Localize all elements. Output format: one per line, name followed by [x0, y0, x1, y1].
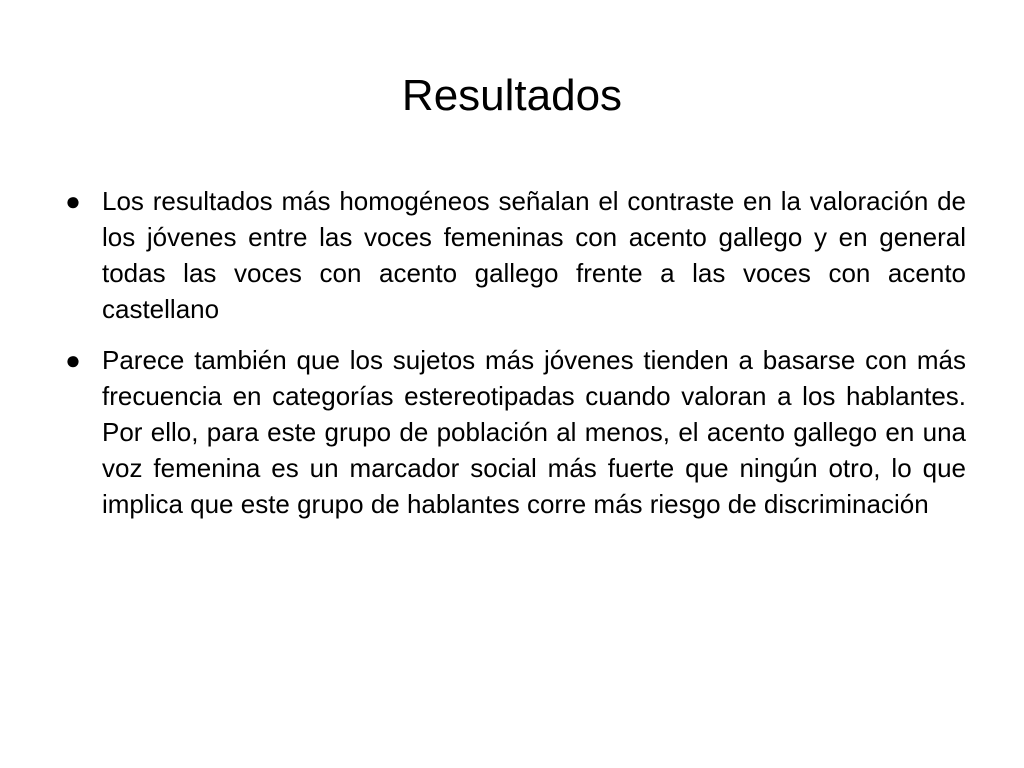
bullet-item: [62, 183, 966, 327]
bullet-list: [62, 183, 966, 537]
bullet-dot-icon: ●: [65, 345, 81, 375]
bullet-text: Los resultados más homogéneos señalan el contraste en la valoración de los jóvenes entre las voces femeninas con acento gallego y en general todas las voces con acento gallego frente a las voces con acento castellano: [102, 186, 966, 324]
bullet-item: [62, 342, 966, 522]
bullet-text: Parece también que los sujetos más jóvenes tienden a basarse con más frecuencia en categorías estereotipadas cuando valoran a los hablantes. Por ello, para este grupo de población al menos, el acento gallego en una voz femenina es un marcador social más fuerte que ningún otro, lo que implica que este grupo de hablantes corre más riesgo de discriminación: [102, 345, 966, 519]
slide-title: Resultados: [401, 71, 623, 120]
bullet-dot-icon: ●: [65, 186, 81, 216]
